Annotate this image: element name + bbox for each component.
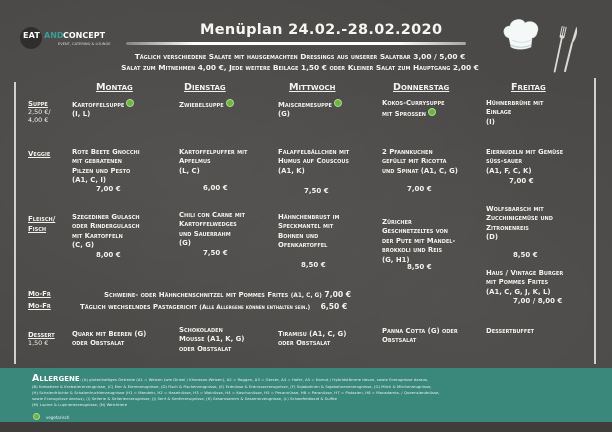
category-label: Dessert [28,331,55,339]
mofr-pasta [80,302,347,311]
dish-name: Kartoffelsuppe [72,101,125,109]
dish-line: Haus / Vintage Burger [486,269,564,277]
menu-item-dessert-dienstag [179,326,244,354]
dish-allergens: (A1, K) [278,166,305,175]
dish-allergens: (I, L) [72,110,91,119]
price-fleisch-freitag: 8,50 € [513,251,538,259]
menu-item-veggie-mittwoch [278,148,349,176]
dish-allergens: (I) [486,117,495,126]
salad-info-line-2: Salat zum Mitnehmen 4,00 €, Jede weitere Beilage 1,50 € oder Kleiner Salat zum Hauptgang 2,00 € [121,63,479,72]
menu-item-suppe-montag [72,99,134,120]
dish-line: Falaffelbällchen mit [278,148,350,156]
menu-item-suppe-dienstag [179,99,234,110]
dish-name-line-2: Einlage [486,108,512,117]
category-price: 2,50 €/ 4,00 € [28,108,51,124]
menu-item-suppe-donnerstag [382,99,445,120]
day-header-freitag: Freitag [511,82,546,93]
chalk-frame-right [594,78,596,364]
dish-allergens: (L, C) [179,166,200,175]
dish-price: 7,00 € [324,290,352,299]
category-label: Suppe [28,100,48,108]
page-title: Menüplan 24.02.-28.02.2020 [200,22,443,38]
dish-allergens: (C, G) [72,241,95,250]
mofr-schnitzel [104,290,351,299]
dish-line: oder Obstsalat [278,339,331,348]
dish-line: Pilzen und Pesto [72,166,131,175]
dish-line: Geschnetzeltes von [382,227,448,236]
dish-line: Rote Beete Gnocchi [72,148,140,156]
category-fleisch-fisch [28,215,55,234]
dish-line: mit gebratenen [72,157,122,166]
vegetarian-icon [334,99,342,107]
category-label: Veggie [28,150,51,158]
menu-item-veggie-montag [72,148,140,186]
logo-concept: CONCEPT [63,31,106,40]
menu-item-fleisch-freitag [486,205,553,243]
allergen-line: (B) Krebstiere & Krebstiererzeugnisse, (C) Eier & Eiererzeugnisse, (D) Fisch & Fischerzeugnisse, (E) Erdnüsse & Erdnusserzeugnisse, (F) Sojabohnen & Sojabohnenerzeugnisse, (G) Milch & Milcherzeugnisse, [32,384,432,389]
dish-line: Kartoffelpuffer mit [179,148,248,156]
dish-line: Panna Cotta (G) oder [382,327,458,335]
cutlery-icon [550,24,580,76]
dish-allergens: (A1, F, C, K) [486,166,532,175]
vegetarian-icon [33,413,40,420]
dish-allergens: (D) [486,233,499,242]
day-header-dienstag: Dienstag [184,82,226,93]
salad-info-line-1: Täglich verschiedene Salate mit hausgemachten Dressings aus unserer Salatbar 3,00 / 5,00 € [134,52,466,61]
price-veggie-montag: 7,00 € [96,185,121,193]
menu-item-suppe-freitag [486,99,543,127]
dish-name: Hühnerbrühe mit [486,99,544,107]
dish-line: Obstsalat [382,336,417,345]
category-suppe [28,100,62,124]
mofr-label: Mo-Fr [28,302,51,310]
menu-item-burger-freitag [486,269,563,297]
knife-icon [564,26,579,72]
chef-hat-icon [500,16,542,56]
allergen-line: (H) Schalenfrüchte & Schalenfruchterzeugnisse (H1 = Mandeln, H2 = Haselnüsse, H3 = Walnüsse, H4 = Kaschunüsse, H5 = Pecannüsse, H6 = Paranüsse, H7 = Pistazien, H8 = Macadamia- / Queenslandnüsse, [32,390,440,395]
dish-line: Humus auf Couscous [278,157,350,166]
dish-line: Kartoffelwedges [179,220,237,229]
dish-line: und Spinat (A1, C, G) [382,166,458,175]
dish-line: Eiernudeln mit Gemüse [486,148,564,156]
dish-line: Schokoladen [179,326,223,334]
price-veggie-donnerstag: 7,00 € [407,185,432,193]
dish-line: und Sauerrahm [179,229,231,238]
dish-line: süss-sauer [486,157,523,166]
category-label-line-2: Fisch [28,224,47,233]
dish-line: oder Rindergulasch [72,222,140,231]
dish-line: Mousse (A1, K, G) [179,335,245,344]
logo-subtitle: EVENT, CATERING & LOUNGE [58,42,111,46]
menu-item-dessert-freitag [486,327,534,336]
vegetarian-icon [126,99,134,107]
price-fleisch-montag: 8,00 € [96,251,121,259]
dish-line: Bohnen und [278,231,319,240]
vegetarian-icon [226,99,234,107]
category-price: 1,50 € [28,339,49,347]
dish-line: Apfelmus [179,157,211,166]
dish-allergens: (A1, C, G) [290,293,322,299]
allergen-heading: Allergene [32,373,80,384]
dish-line: Speckmantel mit [278,222,334,231]
category-dessert [28,331,55,347]
dish-line: gefüllt mit Ricotta [382,157,447,166]
chalk-frame-left [14,82,16,364]
dish-price: 6,50 € [320,302,348,311]
menu-item-veggie-freitag [486,148,563,176]
price-fleisch-mittwoch: 8,50 € [301,261,326,269]
logo-eat: EAT [23,31,41,40]
dish-allergens: (A1, C, I) [72,176,107,185]
menu-item-fleisch-montag [72,213,140,251]
dish-line: mit Kartoffeln [72,231,123,240]
vegetarian-legend-label: vegetarisch [46,415,70,420]
category-label: Fleisch/ [28,215,56,223]
dish-allergens: (Alle Allergene können enthalten sein.) [199,305,311,311]
menu-item-suppe-mittwoch [278,99,342,120]
dish-name-line-2: mit Sprossen [382,110,426,119]
dish-line: Ofenkartoffel [278,241,328,250]
dish-name: Täglich wechselndes Pastagericht [80,303,197,311]
dish-allergens: (G) [278,110,290,119]
price-veggie-mittwoch: 7,50 € [304,187,329,195]
allergen-line: sowie Erzeugnisse daraus), (I) Sellerie & Sellerieerzeugnisse, (J) Senf & Senferzeugnisse, (K) Sesamsamen & Sesamerzeugnisse, (L) Schwefeldioxid & Sulfite [32,396,338,401]
dish-line: Szegediner Gulasch [72,213,140,221]
dish-line: Tiramisu (A1, C, G) [278,330,347,338]
allergen-title [32,373,428,384]
day-header-mittwoch: Mittwoch [289,82,336,93]
menu-item-fleisch-dienstag [179,211,245,249]
menu-item-veggie-dienstag [179,148,247,176]
chalk-underline [126,42,466,45]
logo-and: AND [44,31,64,40]
menu-item-fleisch-mittwoch [278,213,339,251]
price-fleisch-dienstag: 7,50 € [203,249,228,257]
dish-name: Zwiebelsuppe [179,101,224,109]
menu-item-veggie-donnerstag [382,148,458,176]
dish-line: Hähnchenbrust im [278,213,340,221]
dish-allergens: (G) [179,239,191,248]
dish-line: 2 Pfannkuchen [382,148,433,156]
dish-allergens: (G, H1) [382,255,410,264]
mofr-label: Mo-Fr [28,290,51,298]
dish-line: Zucchinigemüse und [486,214,553,223]
dish-line: der Pute mit Mandel- [382,236,456,245]
fork-icon [554,26,567,73]
dish-line: brokkoli und Reis [382,246,443,255]
menu-item-dessert-montag [72,330,146,349]
price-veggie-freitag: 7,00 € [509,177,534,185]
dish-line: oder Obstsalat [72,339,125,348]
category-veggie [28,150,50,158]
dish-line: Quark mit Beeren (G) [72,330,147,338]
day-header-donnerstag: Donnerstag [393,82,450,93]
menu-item-fleisch-donnerstag [382,218,455,265]
price-fleisch-donnerstag: 8,50 € [407,263,432,271]
price-veggie-dienstag: 6,00 € [203,184,228,192]
vegetarian-legend [32,413,69,420]
allergen-line: : (A) glutenhaltiges Getreide (A1 = Weizen (wie Dinkel / Khorasan-Weizen), A2 = Roggen, A3 = Gerste, A4 = Hafer, A5 = Kamut / Hybridstämme davon, sowie Erzeugnisse daraus, [79,377,429,382]
vegetarian-icon [428,108,436,116]
dish-name: Maiscremesuppe [278,101,332,109]
dish-line: mit Pommes Frites [486,278,549,287]
bottom-strip [0,422,612,432]
dish-line: Chili con Carne mit [179,211,246,219]
dish-line: Zitronenreis [486,223,529,232]
menu-item-dessert-mittwoch [278,330,346,349]
allergen-line: (M) Lupine & Lupinenerzeugnisse, (N) Weichtiere [32,402,128,407]
logo [18,27,110,51]
dish-name: Kokos-Currysuppe [382,99,445,107]
dish-line: Wolfsbarsch mit [486,205,544,213]
menu-item-dessert-donnerstag [382,327,458,346]
dish-name: Schweine- oder Hähnchenschnitzel mit Pommes Frites [104,291,289,299]
day-header-montag: Montag [96,82,133,93]
price-burger-freitag: 7,00 / 8,00 € [513,297,563,305]
dish-line: Züricher [382,218,412,226]
dish-allergens: (A1, C, G, J, K, L) [486,287,551,296]
dish-line: Dessertbuffet [486,327,535,335]
dish-line: oder Obstsalat [179,344,232,353]
